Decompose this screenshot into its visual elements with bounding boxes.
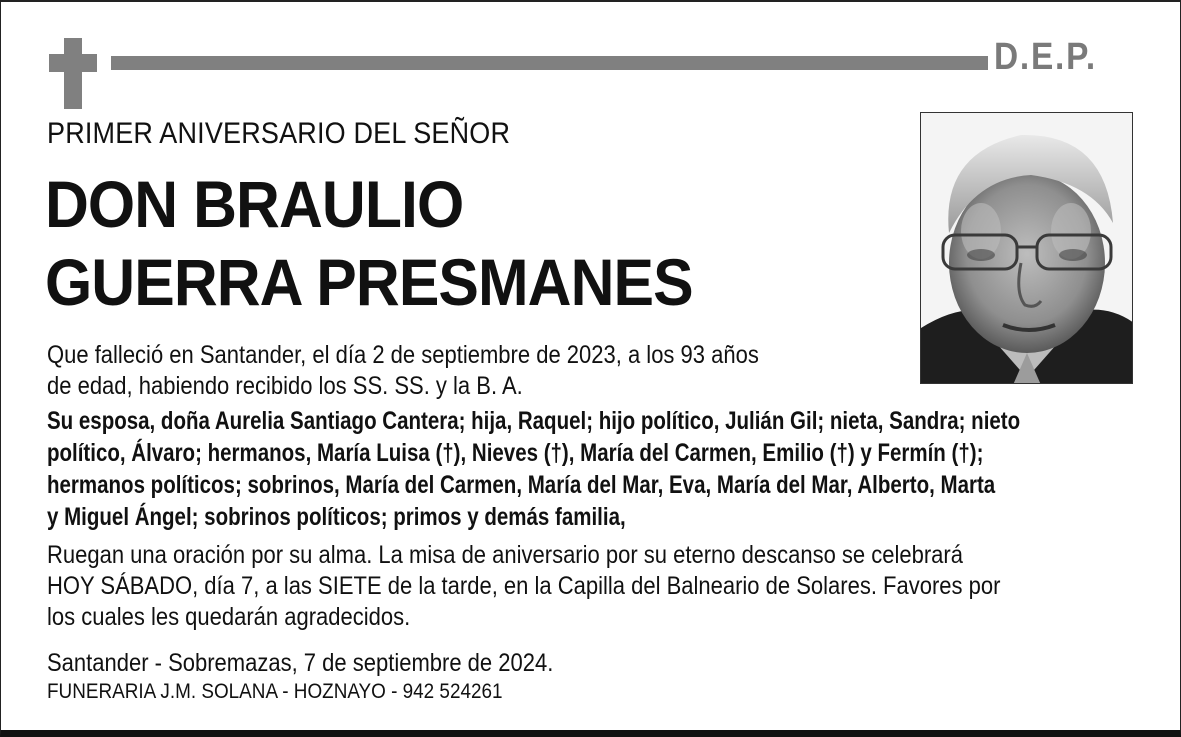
notice-subtitle: PRIMER ANIVERSARIO DEL SEÑOR: [47, 117, 511, 150]
family-list: [47, 405, 1020, 533]
family-line: hermanos políticos; sobrinos, María del Carmen, María del Mar, Eva, María del Mar, Alberto, Marta: [47, 471, 996, 499]
dep-label: D.E.P.: [994, 36, 1097, 78]
family-line: Su esposa, doña Aurelia Santiago Cantera; hija, Raquel; hijo político, Julián Gil; nieta, Sandra; nieto: [47, 407, 1021, 435]
mass-line: HOY SÁBADO, día 7, a las SIETE de la tarde, en la Capilla del Balneario de Solares. Favores por: [47, 572, 1001, 600]
family-line: y Miguel Ángel; sobrinos políticos; primos y demás familia,: [47, 503, 626, 531]
place-date: Santander - Sobremazas, 7 de septiembre de 2024.: [47, 649, 554, 677]
family-line: político, Álvaro; hermanos, María Luisa (†), Nieves (†), María del Carmen, Emilio (†) y Fermín (†);: [47, 439, 984, 467]
deceased-name-line2: GUERRA PRESMANES: [45, 245, 693, 319]
death-details-line: de edad, habiendo recibido los SS. SS. y la B. A.: [47, 372, 523, 400]
deceased-name-line1: DON BRAULIO: [45, 167, 464, 241]
mass-announcement: [47, 540, 1000, 633]
funeral-home: FUNERARIA J.M. SOLANA - HOZNAYO - 942 524261: [47, 680, 503, 703]
cross-icon-bar: [49, 54, 97, 72]
deceased-photo: [920, 112, 1133, 384]
header-rule: [111, 56, 988, 70]
death-details: [47, 340, 759, 402]
mass-line: los cuales les quedarán agradecidos.: [47, 603, 411, 631]
mass-line: Ruegan una oración por su alma. La misa de aniversario por su eterno descanso se celebrará: [47, 541, 963, 569]
death-details-line: Que falleció en Santander, el día 2 de septiembre de 2023, a los 93 años: [47, 341, 759, 369]
portrait-image: [921, 113, 1133, 384]
cross-icon: [64, 38, 82, 109]
